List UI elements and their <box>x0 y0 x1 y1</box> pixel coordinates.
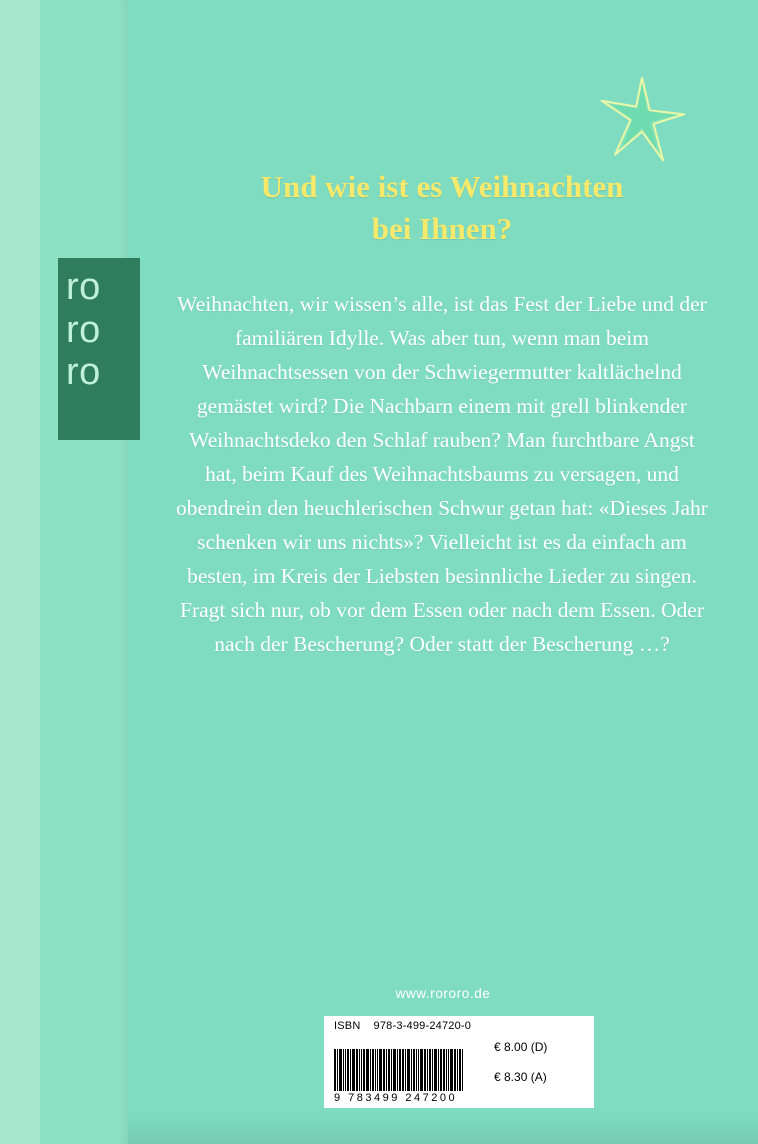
isbn-left-column <box>330 1020 488 1104</box>
star-icon <box>594 72 690 168</box>
barcode-bars <box>330 1035 488 1091</box>
price-at: € 8.30 (A) <box>494 1070 547 1084</box>
price-column <box>488 1020 588 1104</box>
barcode-digits: 9 783499 247200 <box>334 1092 458 1104</box>
isbn-number: 978-3-499-24720-0 <box>373 1020 472 1032</box>
isbn-label: ISBN <box>334 1020 361 1032</box>
isbn-barcode-box <box>324 1016 594 1108</box>
isbn-line <box>330 1020 488 1032</box>
page-title <box>170 166 714 250</box>
publisher-logo <box>58 258 140 440</box>
publisher-website: www.rororo.de <box>395 986 491 1001</box>
spine-outer-band <box>0 0 40 1144</box>
publisher-logo-line-1: ro <box>66 266 101 308</box>
price-de: € 8.00 (D) <box>494 1040 548 1054</box>
spine-inner-band <box>40 0 128 1144</box>
headline-line-2: bei Ihnen? <box>371 210 513 246</box>
blurb-text: Weihnachten, wir wissen’s alle, ist das Fest der Liebe und der familiären Idylle. Was aber tun, wenn man beim Weihnachtsessen von der Schwiegermutter kaltlächelnd gemästet wird? Die Nachbarn einem mit grell blinkender Weihnachtsdeko den Schlaf rauben? Man furchtbare Angst hat, beim Kauf des Weihnachtsbaums zu versagen, und obendrein den heuchlerischen Schwur getan hat: «Dieses Jahr schenken wir uns nichts»? Vielleicht ist es da einfach am besten, im Kreis der Liebsten besinnliche Lieder zu singen. Fragt sich nur, ob vor dem Essen oder nach dem Essen. Oder nach der Bescherung? Oder statt der Bescherung …? <box>176 292 708 656</box>
publisher-logo-line-2: ro <box>66 308 101 351</box>
publisher-logo-line-3: ro <box>66 351 101 394</box>
headline-line-1: Und wie ist es Weihnachten <box>260 169 624 204</box>
